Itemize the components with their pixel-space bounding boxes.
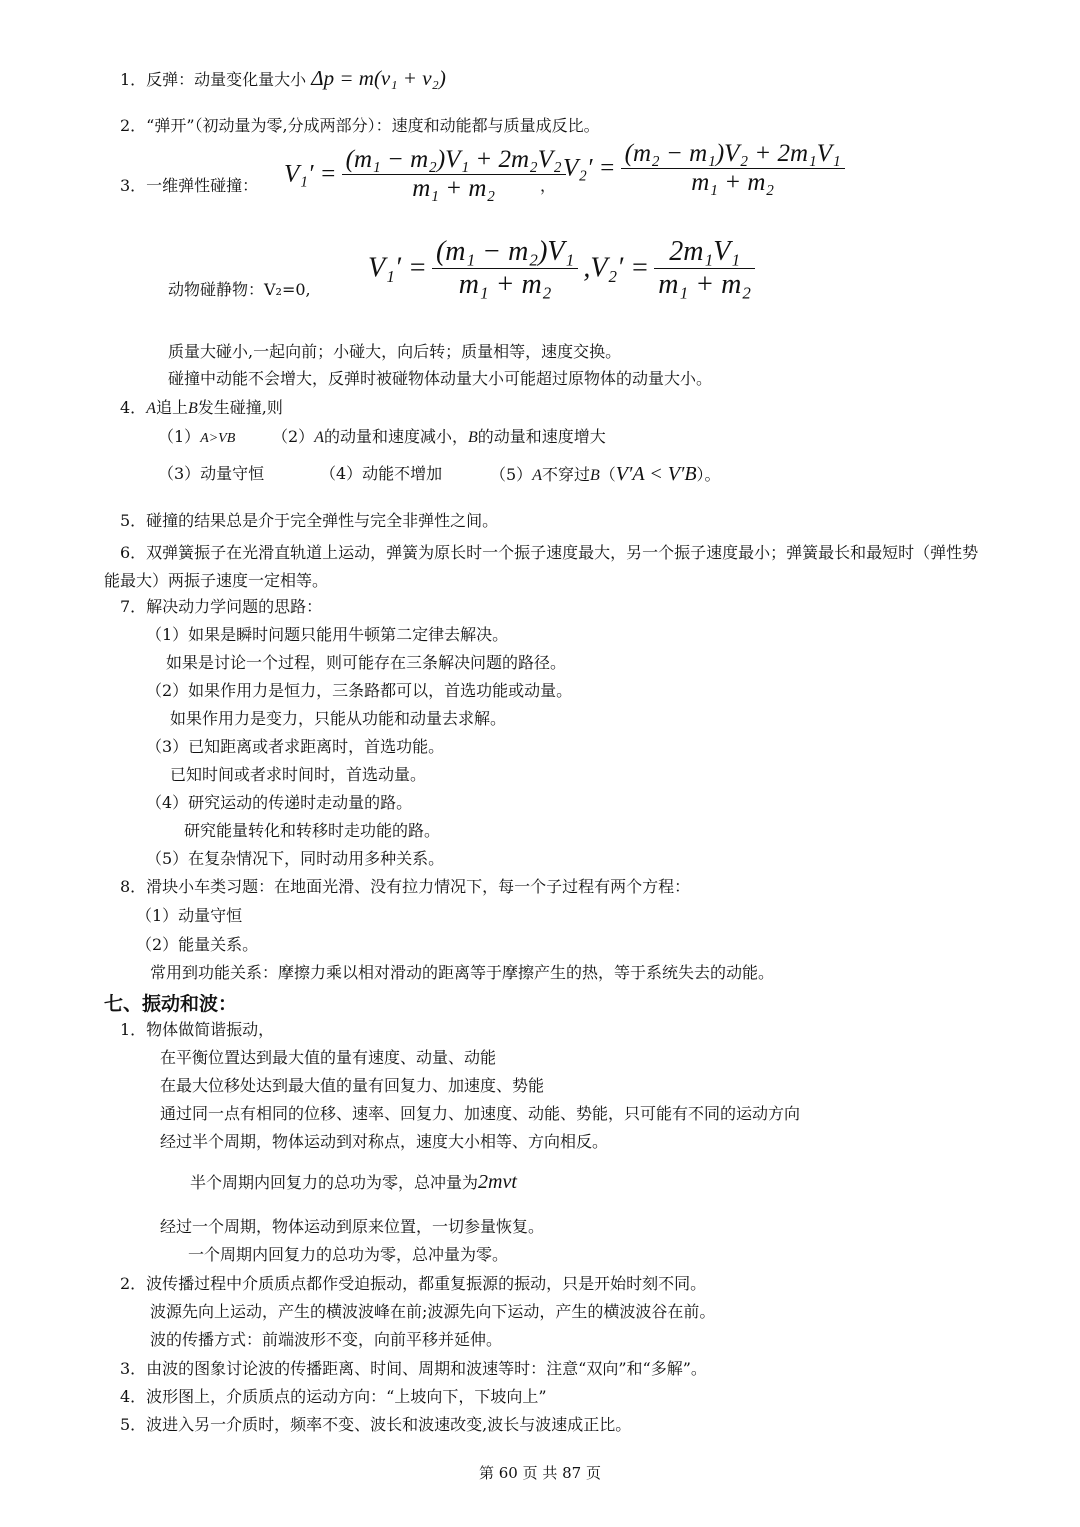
item-4-condition-5: （5）A不穿过B（V′A < V′B）。: [490, 463, 721, 485]
item-7-line-2b: 如果作用力是变力，只能从功能和动量去求解。: [170, 709, 507, 728]
wave-1-line-6: 经过一个周期，物体运动到原来位置，一切参量恢复。: [160, 1217, 545, 1236]
formula-va-lt-vb: V′A < V′B: [615, 463, 697, 485]
wave-1-line-1: 在平衡位置达到最大值的量有速度、动量、动能: [160, 1048, 497, 1067]
item-7-line-5: （5）在复杂情况下，同时动用多种关系。: [146, 849, 445, 868]
item-5: 5．碰撞的结果总是介于完全弹性与完全非弹性之间。: [120, 511, 499, 530]
item-4-c2-text2: 的动量和速度增大: [477, 427, 606, 446]
formula-static-v2-num: 2m₁V₁: [654, 236, 755, 269]
item-4-c5-end: ）。: [696, 465, 721, 484]
formula-elastic-v1-lhs: V₁′ =: [284, 160, 337, 188]
wave-1-line-3: 通过同一点有相同的位移、速率、回复力、加速度、动能、势能，只可能有不同的运动方向: [160, 1104, 801, 1123]
item-4-c2-text1: 的动量和速度减小，: [323, 427, 468, 446]
wave-1-title: 1．物体做简谐振动，: [120, 1020, 275, 1039]
item-4-condition-1: [158, 427, 235, 449]
wave-2-line-1: 波源先向上运动，产生的横波波峰在前;波源先向下运动，产生的横波波谷在前。: [150, 1302, 716, 1321]
item-7-line-4b: 研究能量转化和转移时走功能的路。: [184, 821, 441, 840]
item-4-title: [120, 398, 283, 419]
item-4-c2-a: A: [314, 429, 324, 446]
formula-elastic-v2: [563, 140, 845, 197]
wave-2-line-2: 波的传播方式：前端波形不变，向前平移并延伸。: [150, 1330, 503, 1349]
item-4-c2-label: （2）: [272, 427, 315, 446]
formula-momentum-change: Δp = m(v₁ + v₂): [311, 66, 446, 90]
item-8-line-3: 常用到功能关系：摩擦力乘以相对滑动的距离等于摩擦产生的热，等于系统失去的动能。: [150, 963, 775, 982]
formula-elastic-v1-num: (m₁ − m₂)V₁ + 2m₂V₂: [342, 146, 566, 175]
item-4-a: A: [146, 400, 156, 417]
item-7-line-2: （2）如果作用力是恒力，三条路都可以，首选功能或动量。: [146, 681, 573, 700]
formula-static-target: [368, 236, 755, 301]
item-3-separator: ，: [540, 176, 557, 195]
formula-static-v2-den: m₁ + m₂: [658, 269, 752, 300]
item-4-number: 4．: [120, 398, 147, 417]
item-3b-note-1: 质量大碰小,一起向前；小碰大，向后转；质量相等，速度交换。: [168, 342, 622, 361]
item-4-c5-b: B: [589, 467, 600, 484]
formula-elastic-v2-lhs: V₂′ =: [563, 154, 616, 182]
item-7-line-3: （3）已知距离或者求距离时，首选功能。: [146, 737, 445, 756]
formula-elastic-v2-num: (m₂ − m₁)V₂ + 2m₁V₁: [621, 140, 845, 169]
item-2: 2．“弹开”（初动量为零,分成两部分）：速度和动能都与质量成反比。: [120, 116, 600, 135]
wave-5: 5．波进入另一介质时，频率不变、波长和波速改变,波长与波速成正比。: [120, 1415, 632, 1434]
item-4-condition-3: （3）动量守恒: [158, 464, 265, 483]
wave-4: 4．波形图上，介质质点的运动方向：“上坡向下，下坡向上”: [120, 1387, 547, 1406]
item-4-condition-4: （4）动能不增加: [320, 464, 443, 483]
item-1: [120, 68, 446, 90]
formula-elastic-v1: [284, 146, 566, 203]
formula-impulse: 2mvt: [478, 1171, 517, 1193]
formula-va-gt-vb: A>VB: [200, 431, 236, 446]
item-3b-note-2: 碰撞中动能不会增大，反弹时被碰物体动量大小可能超过原物体的动量大小。: [168, 369, 713, 388]
formula-static-v1-lhs: V₁′ =: [368, 252, 427, 284]
wave-2-title: 2．波传播过程中介质质点都作受迫振动，都重复振源的振动，只是开始时刻不同。: [120, 1274, 707, 1293]
item-4-condition-2: [272, 427, 606, 448]
page-footer: 第 60 页 共 87 页: [478, 1464, 601, 1482]
item-6: 6．双弹簧振子在光滑直轨道上运动，弹簧为原长时一个振子速度最大，另一个振子速度最小；弹簧最长和最短时（弹性势能最大）两振子速度一定相等。: [104, 543, 979, 590]
item-7-line-4: （4）研究运动的传递时走动量的路。: [146, 793, 413, 812]
wave-1-line-4: 经过半个周期，物体运动到对称点，速度大小相等、方向相反。: [160, 1132, 609, 1151]
item-4-c5-label: （5）: [490, 465, 533, 484]
item-7-line-1: （1）如果是瞬时问题只能用牛顿第二定律去解决。: [146, 625, 509, 644]
item-4-b: B: [187, 400, 198, 417]
wave-1-line-7: 一个周期内回复力的总功为零，总冲量为零。: [188, 1245, 509, 1264]
item-7-line-3b: 已知时间或者求时间时，首选动量。: [170, 765, 427, 784]
item-3b-label: 动物碰静物：V₂=0,: [168, 280, 311, 299]
wave-3: 3．由波的图象讨论波的传播距离、时间、周期和波速等时：注意“双向”和“多解”。: [120, 1359, 707, 1378]
wave-1-line-5-text: 半个周期内回复力的总功为零，总冲量为: [190, 1173, 479, 1192]
item-3-label: 3．一维弹性碰撞：: [120, 176, 259, 195]
wave-1-line-5: [190, 1172, 517, 1193]
item-4-c5-a: A: [532, 467, 542, 484]
item-7-line-1b: 如果是讨论一个过程，则可能存在三条解决问题的路径。: [166, 653, 567, 672]
item-4-c1-label: （1）: [158, 427, 201, 446]
formula-static-v1-num: (m₁ − m₂)V₁: [432, 236, 578, 269]
item-7-title: 7．解决动力学问题的思路：: [120, 597, 323, 616]
item-4-c2-b: B: [467, 429, 478, 446]
formula-static-v2-lhs: ,V₂′ =: [583, 252, 650, 284]
formula-static-v1-den: m₁ + m₂: [458, 269, 552, 300]
item-4-mid: 追上: [155, 398, 188, 417]
item-4-c5-text: 不穿过: [541, 465, 590, 484]
section-heading: 七、振动和波：: [104, 993, 238, 1015]
item-8-line-2: （2）能量关系。: [136, 935, 259, 954]
formula-elastic-v1-den: m₁ + m₂: [412, 175, 496, 202]
item-8-title: 8．滑块小车类习题：在地面光滑、没有拉力情况下，每一个子过程有两个方程：: [120, 877, 691, 896]
wave-1-line-2: 在最大位移处达到最大值的量有回复力、加速度、势能: [160, 1076, 545, 1095]
item-1-label: 1．反弹：动量变化量大小: [120, 70, 307, 89]
formula-elastic-v2-den: m₁ + m₂: [691, 169, 775, 196]
item-4-end: 发生碰撞,则: [197, 398, 283, 417]
item-8-line-1: （1）动量守恒: [136, 906, 243, 925]
